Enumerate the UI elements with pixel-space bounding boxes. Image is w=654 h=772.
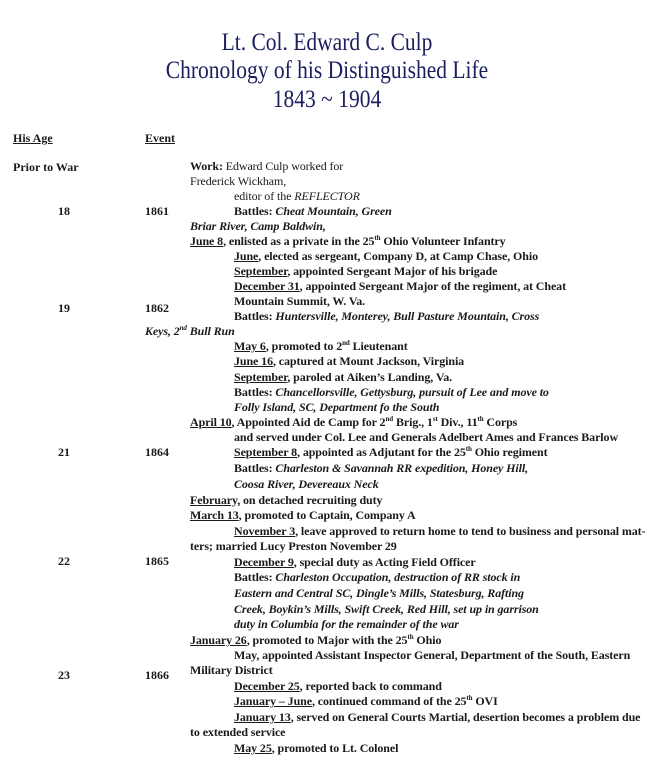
year-1865: 1865 bbox=[145, 554, 169, 568]
event-text: Ohio bbox=[413, 633, 442, 647]
event-mar13 bbox=[190, 508, 416, 523]
event-text: , appointed Sergeant Major of his brigade bbox=[287, 264, 498, 278]
event-nov3-cont: ters; married Lucy Preston November 29 bbox=[190, 539, 397, 553]
event-battles-1865-b: Eastern and Central SC, Dingle’s Mills, Statesburg, Rafting bbox=[234, 586, 524, 600]
ordinal: st bbox=[432, 415, 438, 423]
ordinal: th bbox=[466, 694, 473, 702]
event-dec31-cont: Mountain Summit, W. Va. bbox=[234, 294, 366, 308]
year-1862: 1862 bbox=[145, 301, 169, 315]
event-work bbox=[190, 159, 343, 174]
age-23: 23 bbox=[58, 668, 70, 682]
event-battles-1861 bbox=[234, 204, 392, 219]
event-date: May 6 bbox=[234, 339, 266, 353]
event-battles-1861-cont: Briar River, Camp Baldwin, bbox=[190, 219, 326, 233]
event-battles-1865-c: Creek, Boykin’s Mills, Swift Creek, Red Hill, set up in garrison bbox=[234, 602, 539, 616]
event-date: December 31 bbox=[234, 279, 300, 293]
event-text: Ohio Volunteer Infantry bbox=[380, 234, 506, 248]
work-text: Edward Culp worked for bbox=[222, 159, 344, 173]
event-text: Brig., 1 bbox=[393, 415, 433, 429]
event-battles-1862-cont bbox=[145, 324, 235, 339]
event-text: , appointed as Adjutant for the 25 bbox=[297, 445, 466, 459]
event-text: OVI bbox=[472, 694, 498, 708]
ordinal: th bbox=[374, 234, 381, 242]
event-text: Corps bbox=[483, 415, 518, 429]
event-date: June bbox=[234, 249, 259, 263]
ordinal: th bbox=[465, 445, 472, 453]
battles-label: Battles: bbox=[234, 570, 273, 584]
event-date: February, bbox=[190, 493, 241, 507]
event-battles-1862 bbox=[234, 309, 539, 324]
year-1861: 1861 bbox=[145, 204, 169, 218]
battles-list: Cheat Mountain, Green bbox=[272, 204, 392, 218]
event-june16 bbox=[234, 354, 464, 369]
event-text: , reported back to command bbox=[299, 679, 442, 693]
battles-label: Battles: bbox=[234, 309, 273, 323]
event-text: Ohio regiment bbox=[471, 445, 548, 459]
event-date: April 10 bbox=[190, 415, 232, 429]
year-1864: 1864 bbox=[145, 445, 169, 459]
event-date: March 13 bbox=[190, 508, 239, 522]
event-date: December 9 bbox=[234, 555, 294, 569]
event-february bbox=[190, 493, 382, 508]
header-age: His Age bbox=[13, 131, 53, 145]
event-may6 bbox=[234, 339, 408, 354]
battles-list: Charleston Occupation, destruction of RR stock in bbox=[272, 570, 521, 584]
event-date: September 8 bbox=[234, 445, 298, 459]
event-text: Lieutenant bbox=[349, 339, 408, 353]
event-text: , captured at Mount Jackson, Virginia bbox=[272, 354, 465, 368]
event-battles-1864-cont: Coosa River, Devereaux Neck bbox=[234, 477, 379, 491]
event-jan-june bbox=[234, 694, 498, 709]
event-date: June 8 bbox=[190, 234, 224, 248]
header-event: Event bbox=[145, 131, 175, 145]
event-date: September bbox=[234, 370, 288, 384]
event-jan26 bbox=[190, 633, 441, 648]
age-21: 21 bbox=[58, 445, 70, 459]
battles-label: Battles: bbox=[234, 461, 273, 475]
event-date: January 13 bbox=[234, 710, 291, 724]
title-years: 1843 ~ 1904 bbox=[272, 86, 382, 113]
event-text: , promoted to Captain, Company A bbox=[238, 508, 416, 522]
event-text: , promoted to Lt. Colonel bbox=[271, 741, 399, 755]
event-may: May, appointed Assistant Inspector General, Department of the South, Eastern bbox=[234, 648, 631, 662]
event-text: , leave approved to return home to tend to business and personal mat- bbox=[295, 524, 646, 538]
editor-text: editor of the bbox=[234, 189, 295, 203]
event-text: , Appointed Aid de Camp for 2 bbox=[231, 415, 386, 429]
event-apr10 bbox=[190, 415, 517, 430]
battles-label: Battles: bbox=[234, 385, 273, 399]
event-date: January 26 bbox=[190, 633, 247, 647]
ordinal: th bbox=[477, 415, 484, 423]
event-may25 bbox=[234, 741, 398, 756]
event-date: September bbox=[234, 264, 288, 278]
age-18: 18 bbox=[58, 204, 70, 218]
event-served: and served under Col. Lee and Generals Adelbert Ames and Frances Barlow bbox=[234, 430, 619, 444]
ordinal: nd bbox=[179, 324, 187, 332]
event-battles-1863 bbox=[234, 385, 549, 400]
event-june8 bbox=[190, 234, 506, 249]
event-jan13-cont: to extended service bbox=[190, 725, 286, 739]
event-dec25 bbox=[234, 679, 442, 694]
event-battles-1863-cont: Folly Island, SC, Department fo the South bbox=[234, 400, 440, 414]
event-date: January – June bbox=[234, 694, 312, 708]
event-date: June 16 bbox=[234, 354, 273, 368]
age-22: 22 bbox=[58, 554, 70, 568]
title-subtitle: Chronology of his Distinguished Life bbox=[165, 57, 489, 84]
event-battles-1864 bbox=[234, 461, 528, 476]
event-september-2 bbox=[234, 370, 452, 385]
event-text: , appointed Sergeant Major of the regiment, at Cheat bbox=[299, 279, 566, 293]
event-nov3 bbox=[234, 524, 645, 539]
age-prior: Prior to War bbox=[13, 160, 79, 174]
event-text: , continued command of the 25 bbox=[311, 694, 467, 708]
battles-list: Chancellorsville, Gettysburg, pursuit of Lee and move to bbox=[272, 385, 549, 399]
event-text: Div., 11 bbox=[437, 415, 478, 429]
event-jan13 bbox=[234, 710, 640, 725]
battles-list: Keys, 2 bbox=[145, 324, 180, 338]
event-frederick: Frederick Wickham, bbox=[190, 174, 287, 188]
ordinal: th bbox=[407, 633, 414, 641]
event-text: , paroled at Aiken’s Landing, Va. bbox=[287, 370, 453, 384]
newspaper-name: REFLECTOR bbox=[294, 189, 360, 203]
event-battles-1865 bbox=[234, 570, 520, 585]
event-battles-1865-d: duty in Columbia for the remainder of the war bbox=[234, 617, 459, 631]
event-text: , special duty as Acting Field Officer bbox=[293, 555, 476, 569]
event-text: on detached recruiting duty bbox=[240, 493, 383, 507]
battles-label: Battles: bbox=[234, 204, 273, 218]
ordinal: nd bbox=[342, 339, 350, 347]
event-dec9 bbox=[234, 555, 476, 570]
event-text: , promoted to 2 bbox=[265, 339, 343, 353]
event-dec31 bbox=[234, 279, 566, 294]
event-date: December 25 bbox=[234, 679, 300, 693]
event-text: , promoted to Major with the 25 bbox=[246, 633, 408, 647]
event-text: , served on General Courts Martial, desertion becomes a problem due bbox=[290, 710, 641, 724]
event-june bbox=[234, 249, 538, 264]
event-editor bbox=[234, 189, 360, 204]
battles-list: Bull Run bbox=[186, 324, 235, 338]
age-19: 19 bbox=[58, 301, 70, 315]
battles-list: Charleston & Savannah RR expedition, Honey Hill, bbox=[272, 461, 529, 475]
event-may-cont: Military District bbox=[190, 663, 273, 677]
event-september bbox=[234, 264, 497, 279]
ordinal: nd bbox=[385, 415, 394, 423]
battles-list: Huntersville, Monterey, Bull Pasture Mountain, Cross bbox=[272, 309, 540, 323]
year-1866: 1866 bbox=[145, 668, 169, 682]
event-sep8 bbox=[234, 445, 548, 460]
title-name: Lt. Col. Edward C. Culp bbox=[221, 29, 433, 56]
work-label: Work: bbox=[190, 159, 223, 173]
event-text: , elected as sergeant, Company D, at Camp Chase, Ohio bbox=[258, 249, 538, 263]
event-date: May 25 bbox=[234, 741, 272, 755]
event-date: November 3 bbox=[234, 524, 296, 538]
event-text: , enlisted as a private in the 25 bbox=[223, 234, 375, 248]
